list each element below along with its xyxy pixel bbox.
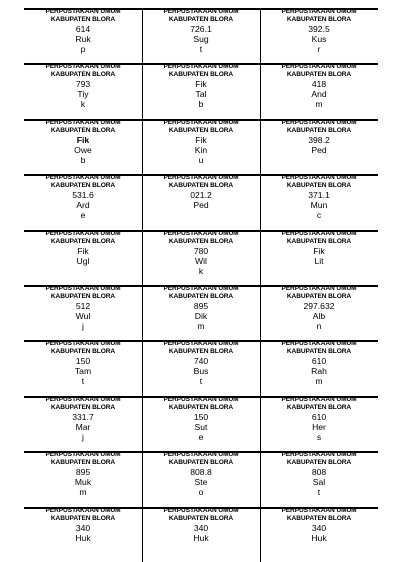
title-initial: b [198,99,204,110]
label-row [24,174,378,229]
title-initial: m [315,376,323,387]
title-initial: t [81,376,85,387]
column-divider [260,509,261,562]
classification-number: Fik [195,79,207,90]
library-name: PERPUSTAKAAN UMUM [45,229,121,237]
classification-number: 614 [75,24,91,34]
classification-number: 150 [75,356,91,367]
title-initial [260,155,378,165]
call-number-label [260,119,378,174]
author-code: Sut [194,421,208,432]
call-number-label [142,451,260,506]
call-number-label [24,507,142,562]
author-code: Sal [312,477,326,488]
classification-number: 398.2 [308,134,330,145]
author-code: Ruk [75,34,91,44]
column-divider [142,453,143,506]
library-name: PERPUSTAKAAN UMUM [45,63,121,71]
library-location: KABUPATEN BLORA [168,514,234,522]
library-name: PERPUSTAKAAN UMUM [281,174,357,182]
library-location: KABUPATEN BLORA [50,348,116,356]
title-initial: t [199,44,203,54]
call-number-label [260,507,378,562]
column-divider [142,65,143,118]
title-initial: m [315,99,323,110]
library-name: PERPUSTAKAAN UMUM [45,451,121,459]
classification-number: 340 [75,522,91,533]
author-code: Wil [195,255,207,266]
call-number-label [24,285,142,340]
library-location: KABUPATEN BLORA [50,237,116,245]
library-name: PERPUSTAKAAN UMUM [163,174,239,182]
title-initial: b [80,154,86,165]
library-location: KABUPATEN BLORA [168,292,234,300]
author-code: Ped [311,144,327,155]
title-initial: m [79,487,87,498]
classification-number: 150 [193,411,209,422]
column-divider [142,121,143,174]
library-name: PERPUSTAKAAN UMUM [163,284,239,292]
title-initial [24,266,142,276]
library-name: PERPUSTAKAAN UMUM [281,451,357,459]
title-initial: k [80,99,86,110]
library-location: KABUPATEN BLORA [286,126,352,134]
title-initial: j [82,431,84,442]
title-initial: r [317,44,321,54]
author-code: Tam [74,366,92,377]
call-number-label [260,8,378,63]
library-location: KABUPATEN BLORA [168,71,234,79]
library-name: PERPUSTAKAAN UMUM [45,506,121,514]
title-initial [260,543,378,553]
column-divider [260,232,261,285]
classification-number: 371.1 [308,190,330,201]
library-name: PERPUSTAKAAN UMUM [163,451,239,459]
library-location: KABUPATEN BLORA [286,71,352,79]
author-code: Her [312,421,326,432]
call-number-label [24,8,142,63]
column-divider [142,342,143,395]
title-initial: t [317,487,321,498]
column-divider [142,509,143,562]
classification-number: 726.1 [190,24,212,34]
call-number-label [260,451,378,506]
library-location: KABUPATEN BLORA [168,126,234,134]
classification-number: 340 [311,522,327,533]
column-divider [260,121,261,174]
author-code: Alb [312,310,326,321]
library-location: KABUPATEN BLORA [168,348,234,356]
column-divider [260,65,261,118]
call-number-label [142,119,260,174]
label-row [24,340,378,395]
classification-number: 780 [193,245,209,256]
library-name: PERPUSTAKAAN UMUM [45,340,121,348]
author-code: Mun [310,200,328,211]
library-name: PERPUSTAKAAN UMUM [163,8,239,15]
title-initial: e [80,210,86,221]
library-name: PERPUSTAKAAN UMUM [163,340,239,348]
title-initial: u [198,154,204,165]
library-name: PERPUSTAKAAN UMUM [281,340,357,348]
call-number-label [260,285,378,340]
author-code: Wul [75,310,91,321]
library-name: PERPUSTAKAAN UMUM [281,506,357,514]
column-divider [260,287,261,340]
classification-number: Fik [195,134,207,145]
library-location: KABUPATEN BLORA [50,403,116,411]
title-initial: s [316,431,322,442]
library-location: KABUPATEN BLORA [168,182,234,190]
library-name: PERPUSTAKAAN UMUM [163,395,239,403]
title-initial: j [82,320,84,331]
author-code: Rah [311,366,327,377]
title-initial: c [316,210,322,221]
column-divider [142,10,143,63]
classification-number: Fik [76,134,90,145]
library-location: KABUPATEN BLORA [50,71,116,79]
library-location: KABUPATEN BLORA [50,514,116,522]
classification-number: 610 [311,356,327,367]
library-location: KABUPATEN BLORA [50,16,116,23]
title-initial: n [316,320,322,331]
library-location: KABUPATEN BLORA [286,348,352,356]
library-name: PERPUSTAKAAN UMUM [281,395,357,403]
call-number-label [24,340,142,395]
call-number-label [142,63,260,118]
library-location: KABUPATEN BLORA [168,16,234,23]
column-divider [260,398,261,451]
call-number-label [142,340,260,395]
library-name: PERPUSTAKAAN UMUM [45,8,121,15]
title-initial [142,210,260,220]
library-name: PERPUSTAKAAN UMUM [45,284,121,292]
classification-number: Fik [313,245,325,256]
library-location: KABUPATEN BLORA [286,182,352,190]
classification-number: 331.7 [72,411,94,422]
author-code: Bus [193,366,209,377]
library-name: PERPUSTAKAAN UMUM [163,229,239,237]
author-code: Kus [311,34,327,44]
classification-number: 808 [311,467,327,478]
call-number-label [24,174,142,229]
author-code: Lit [314,255,324,266]
label-row [24,8,378,63]
library-name: PERPUSTAKAAN UMUM [281,229,357,237]
column-divider [260,342,261,395]
author-code: Huk [311,532,327,543]
call-number-label [142,285,260,340]
classification-number: Fik [77,245,89,256]
call-number-label [24,63,142,118]
library-name: PERPUSTAKAAN UMUM [45,118,121,126]
author-code: Mar [75,421,91,432]
classification-number: 392.5 [308,24,330,34]
library-name: PERPUSTAKAAN UMUM [45,395,121,403]
library-name: PERPUSTAKAAN UMUM [163,118,239,126]
column-divider [142,176,143,229]
label-row [24,507,378,562]
library-name: PERPUSTAKAAN UMUM [281,118,357,126]
title-initial: t [199,376,203,387]
library-location: KABUPATEN BLORA [50,459,116,467]
call-number-label [142,230,260,285]
classification-number: 895 [193,300,209,311]
column-divider [260,453,261,506]
call-number-label [24,451,142,506]
call-number-label [260,174,378,229]
author-code: Huk [193,532,209,543]
call-number-label [142,8,260,63]
label-sheet [24,8,378,562]
label-row [24,230,378,285]
label-row [24,63,378,118]
classification-number: 512 [75,300,91,311]
library-location: KABUPATEN BLORA [286,292,352,300]
label-row [24,285,378,340]
classification-number: 895 [75,467,91,478]
call-number-label [260,63,378,118]
classification-number: 610 [311,411,327,422]
call-number-label [142,396,260,451]
author-code: Ste [194,477,208,488]
call-number-label [260,396,378,451]
classification-number: 021.2 [190,190,212,201]
classification-number: 418 [311,79,327,90]
title-initial: o [198,487,204,498]
title-initial: m [197,320,205,331]
library-name: PERPUSTAKAAN UMUM [163,506,239,514]
author-code: Tal [195,89,207,100]
library-location: KABUPATEN BLORA [50,292,116,300]
library-location: KABUPATEN BLORA [168,237,234,245]
title-initial: e [198,431,204,442]
library-location: KABUPATEN BLORA [286,403,352,411]
author-code: Kin [194,144,208,155]
library-location: KABUPATEN BLORA [50,182,116,190]
column-divider [142,232,143,285]
library-location: KABUPATEN BLORA [286,459,352,467]
call-number-label [24,119,142,174]
title-initial [24,543,142,553]
call-number-label [260,230,378,285]
call-number-label [24,230,142,285]
author-code: And [311,89,327,100]
call-number-label [24,396,142,451]
library-location: KABUPATEN BLORA [168,403,234,411]
library-location: KABUPATEN BLORA [50,126,116,134]
author-code: Ugl [76,255,90,266]
classification-number: 740 [193,356,209,367]
library-location: KABUPATEN BLORA [286,514,352,522]
label-row [24,119,378,174]
label-row [24,451,378,506]
call-number-label [142,174,260,229]
library-location: KABUPATEN BLORA [286,16,352,23]
classification-number: 297.632 [303,300,335,311]
author-code: Owe [74,144,92,155]
library-name: PERPUSTAKAAN UMUM [281,8,357,15]
call-number-label [142,507,260,562]
library-name: PERPUSTAKAAN UMUM [45,174,121,182]
column-divider [142,398,143,451]
library-location: KABUPATEN BLORA [168,459,234,467]
title-initial [260,266,378,276]
author-code: Ped [193,200,209,211]
call-number-label [260,340,378,395]
classification-number: 531.6 [72,190,94,201]
author-code: Ard [76,200,90,211]
title-initial: k [198,265,204,276]
column-divider [142,287,143,340]
classification-number: 808.8 [190,467,212,478]
title-initial [142,543,260,553]
classification-number: 793 [75,79,91,90]
library-location: KABUPATEN BLORA [286,237,352,245]
label-row [24,396,378,451]
title-initial: p [80,44,86,54]
author-code: Tiy [77,89,89,100]
author-code: Dik [194,310,208,321]
library-name: PERPUSTAKAAN UMUM [281,284,357,292]
column-divider [260,176,261,229]
column-divider [260,10,261,63]
library-name: PERPUSTAKAAN UMUM [163,63,239,71]
author-code: Huk [75,532,91,543]
library-name: PERPUSTAKAAN UMUM [281,63,357,71]
classification-number: 340 [193,522,209,533]
author-code: Sug [193,34,209,44]
author-code: Muk [74,477,92,488]
